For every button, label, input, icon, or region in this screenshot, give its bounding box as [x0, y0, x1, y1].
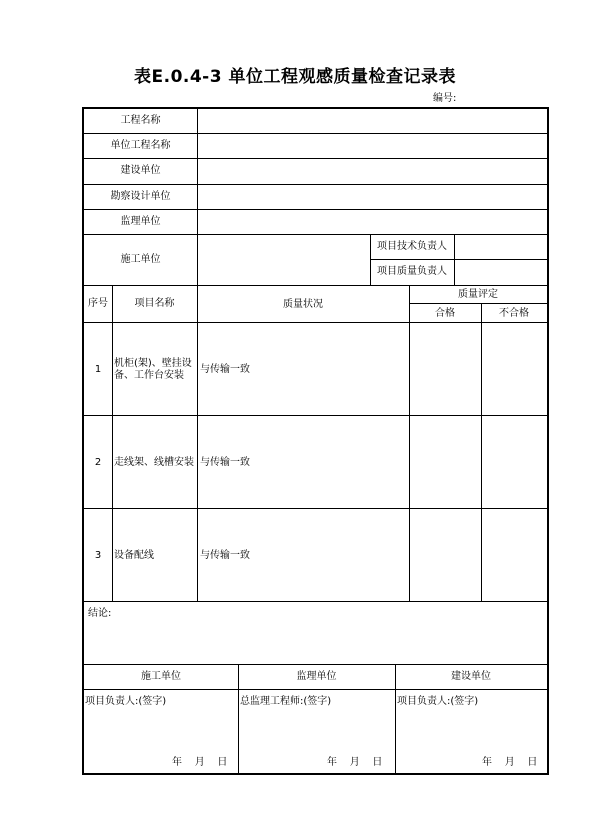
- sign-construction-signer: 项目负责人:(签字): [85, 696, 167, 707]
- item-status: 与传输一致: [200, 550, 250, 561]
- quality-lead-label: 项目质量负责人: [377, 266, 447, 277]
- sign-owner-signer: 项目负责人:(签字): [397, 696, 479, 707]
- form-title: 表E.0.4-3 单位工程观感质量检查记录表: [134, 67, 456, 87]
- item-status: 与传输一致: [200, 364, 250, 375]
- sign-owner-date: 年 月 日: [482, 757, 538, 768]
- sign-supervision-date: 年 月 日: [327, 757, 383, 768]
- owner-unit-label: 建设单位: [120, 165, 161, 176]
- fail-header: 不合格: [499, 308, 529, 319]
- supervision-unit-label: 监理单位: [120, 216, 161, 227]
- inspection-form: [82, 107, 549, 775]
- item-name: 设备配线: [114, 550, 154, 561]
- unit-project-name-label: 单位工程名称: [110, 140, 171, 151]
- item-name: 走线架、线槽安装: [114, 457, 194, 468]
- pass-header: 合格: [435, 308, 455, 319]
- item-seq: 2: [94, 457, 102, 468]
- item-name: 机柜(架)、壁挂设备、工作台安装: [114, 358, 192, 381]
- sign-owner-unit: 建设单位: [451, 671, 491, 682]
- sign-construction-date: 年 月 日: [172, 757, 228, 768]
- project-name-label: 工程名称: [120, 115, 161, 126]
- quality-status-header: 质量状况: [283, 299, 323, 310]
- sign-supervision-unit: 监理单位: [296, 671, 337, 682]
- item-seq: 1: [94, 364, 102, 375]
- quality-rating-header: 质量评定: [458, 289, 498, 300]
- seq-header: 序号: [88, 298, 108, 309]
- item-name-header: 项目名称: [134, 298, 175, 309]
- item-status: 与传输一致: [200, 457, 250, 468]
- sign-supervision-signer: 总监理工程师:(签字): [240, 696, 332, 707]
- item-seq: 3: [94, 550, 102, 561]
- tech-lead-label: 项目技术负责人: [377, 241, 447, 252]
- construction-unit-label: 施工单位: [120, 254, 161, 265]
- serial-number-label: 编号:: [433, 93, 457, 104]
- design-unit-label: 勘察设计单位: [110, 191, 171, 202]
- sign-construction-unit: 施工单位: [141, 671, 181, 682]
- conclusion-label: 结论:: [88, 608, 112, 619]
